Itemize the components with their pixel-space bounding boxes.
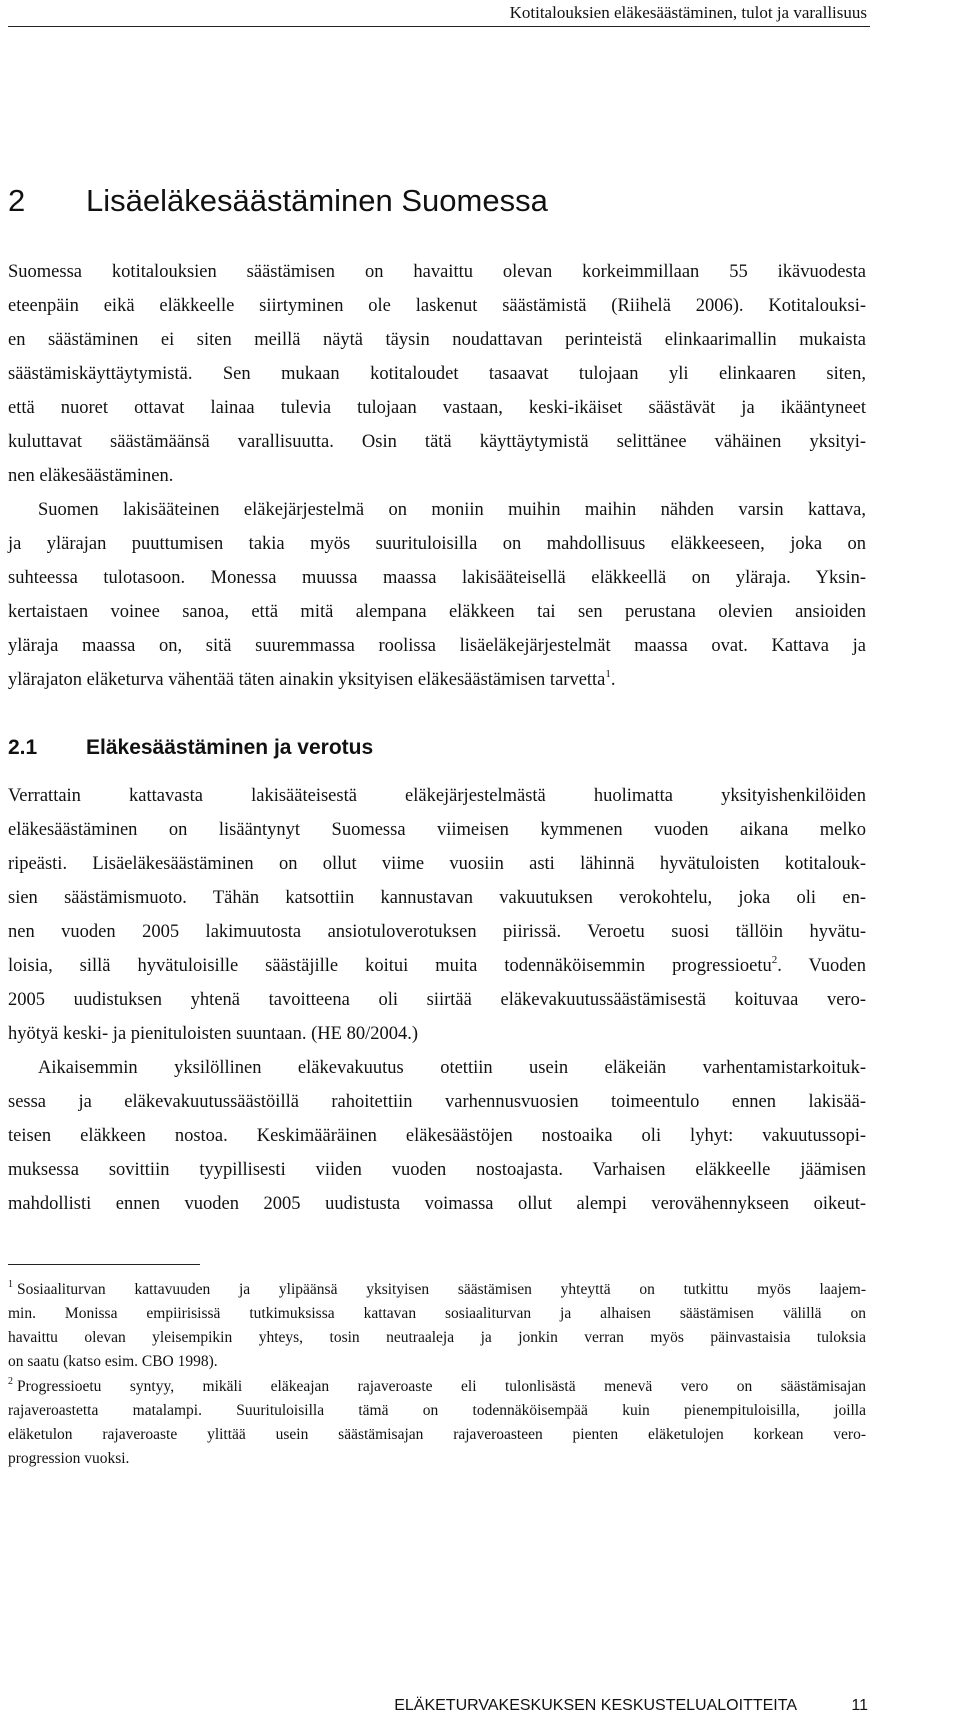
running-title: Kotitalouksien eläkesäästäminen, tulot ja varallisuus — [509, 3, 867, 22]
body-line-end: . — [610, 670, 616, 690]
footnote-2-line — [8, 1374, 866, 1399]
subsection-title: Eläkesäästäminen ja verotus — [86, 736, 374, 759]
section-heading — [8, 183, 548, 219]
body-line: Suomessa kotitalouksien säästämisen on havaittu olevan korkeimmillaan 55 ikävuodesta — [8, 262, 866, 282]
body-line: sessa ja eläkevakuutussäästöillä rahoitettiin varhennusvuosien toimeentulo ennen lakisää- — [8, 1092, 866, 1112]
section-number: 2 — [8, 183, 26, 218]
footnote-text: Progressioetu syntyy, mikäli eläkeajan rajaveroaste eli tulonlisästä menevä vero on säästämisajan — [17, 1378, 866, 1395]
body-line: muksessa sovittiin tyypillisesti viiden vuoden nostoajasta. Varhaisen eläkkeelle jäämisen — [8, 1160, 866, 1180]
footnote-ref-2[interactable]: 2 — [771, 954, 778, 966]
footnote-2-line: eläketulon rajaveroaste ylittää usein säästämisajan rajaveroasteen pienten eläketulojen korkean vero- — [8, 1426, 866, 1443]
body-line: Suomen lakisääteinen eläkejärjestelmä on moniin muihin maihin nähden varsin kattava, — [38, 500, 866, 520]
body-line: Verrattain kattavasta lakisääteisestä eläkejärjestelmästä huolimatta yksityishenkilöiden — [8, 786, 866, 806]
footnote-ref-1[interactable]: 1 — [605, 668, 611, 680]
body-line: kertaistaen voinee sanoa, että mitä alempana eläkkeen tai sen perustana olevien ansioiden — [8, 602, 866, 622]
header-rule — [8, 26, 870, 27]
footnote-1-line — [8, 1277, 866, 1302]
body-line: nen eläkesäästäminen. — [8, 466, 174, 486]
body-line: kuluttavat säästämäänsä varallisuutta. Osin tätä käyttäytymistä selittänee vähäinen yksityi- — [8, 432, 866, 452]
body-line: yläraja maassa on, sitä suuremmassa roolissa lisäeläkejärjestelmät maassa ovat. Kattava ja — [8, 636, 866, 656]
footnote-1-line: min. Monissa empiirisissä tutkimuksissa kattavan sosiaaliturvan ja alhaisen säästämisen välillä on — [8, 1305, 866, 1322]
publication-series: ELÄKETURVAKESKUKSEN KESKUSTELUALOITTEITA — [394, 1697, 797, 1714]
body-line: en säästäminen ei siten meillä näytä täysin noudattavan perinteistä elinkaarimallin mukaista — [8, 330, 866, 350]
footnote-2-line: progression vuoksi. — [8, 1450, 130, 1467]
footnote-1-line: havaittu olevan yleisempikin yhteys, tosin neutraaleja ja jonkin verran myös päinvastaisia tuloksia — [8, 1329, 866, 1346]
body-line — [8, 950, 866, 982]
section-title: Lisäeläkesäästäminen Suomessa — [86, 183, 548, 218]
footnote-text: Sosiaaliturvan kattavuuden ja ylipäänsä yksityisen säästämisen yhteyttä on tutkittu myös laajem- — [17, 1281, 866, 1298]
body-line-text: loisia, sillä hyvätuloisille säästäjille koitui muita todennäköisemmin progressioetu — [8, 956, 772, 976]
body-line: teisen eläkkeen nostoa. Keskimääräinen eläkesäästöjen nostoaika oli lyhyt: vakuutussopi- — [8, 1126, 866, 1146]
body-line: sien säästämismuoto. Tähän katsottiin kannustavan vakuutuksen verokohtelu, joka oli en- — [8, 888, 866, 908]
body-line: mahdollisti ennen vuoden 2005 uudistusta voimassa ollut alempi verovähennykseen oikeut- — [8, 1194, 866, 1214]
body-line: 2005 uudistuksen yhtenä tavoitteena oli siirtää eläkevakuutussäästämisestä koituvaa vero- — [8, 990, 866, 1010]
footnote-separator — [8, 1264, 200, 1265]
page-number: 11 — [851, 1697, 868, 1714]
body-line: suhteessa tulotasoon. Monessa muussa maassa lakisääteisellä eläkkeellä on yläraja. Yksin- — [8, 568, 866, 588]
footnote-2-mark: 2 — [8, 1376, 13, 1387]
body-line: ripeästi. Lisäeläkesäästäminen on ollut viime vuosiin asti lähinnä hyvätuloisten kotitalouk- — [8, 854, 866, 874]
body-line: hyötyä keski- ja pienituloisten suuntaan. (HE 80/2004.) — [8, 1024, 419, 1044]
footnote-1-line: on saatu (katso esim. CBO 1998). — [8, 1353, 218, 1370]
running-footer — [0, 1692, 960, 1718]
body-line: eteenpäin eikä eläkkeelle siirtyminen ole laskenut säästämistä (Riihelä 2006). Kotitalouksi- — [8, 296, 866, 316]
body-line: säästämiskäyttäytymistä. Sen mukaan kotitaloudet tasaavat tulojaan yli elinkaaren siten, — [8, 364, 866, 384]
body-line: nen vuoden 2005 lakimuutosta ansiotuloverotuksen piirissä. Veroetu suosi tällöin hyvätu- — [8, 922, 866, 942]
body-line: että nuoret ottavat lainaa tulevia tulojaan vastaan, keski-ikäiset säästävät ja ikääntyneet — [8, 398, 866, 418]
body-line: eläkesäästäminen on lisääntynyt Suomessa viimeisen kymmenen vuoden aikana melko — [8, 820, 866, 840]
subsection-heading — [8, 733, 373, 763]
running-header — [0, 0, 960, 24]
body-line — [8, 664, 866, 696]
body-line: ja ylärajan puuttumisen takia myös suurituloisilla on mahdollisuus eläkkeeseen, joka on — [8, 534, 866, 554]
body-line-text: ylärajaton eläketurva vähentää täten ainakin yksityisen eläkesäästämisen tarvetta — [8, 670, 606, 690]
footnote-2-line: rajaveroastetta matalampi. Suurituloisilla tämä on todennäköisempää kuin pienempituloisilla, joilla — [8, 1402, 866, 1419]
body-line-tail: . Vuoden — [777, 956, 866, 976]
subsection-number: 2.1 — [8, 736, 38, 759]
footnote-1-mark: 1 — [8, 1279, 13, 1290]
body-line: Aikaisemmin yksilöllinen eläkevakuutus otettiin usein eläkeiän varhentamistarkoituk- — [38, 1058, 866, 1078]
